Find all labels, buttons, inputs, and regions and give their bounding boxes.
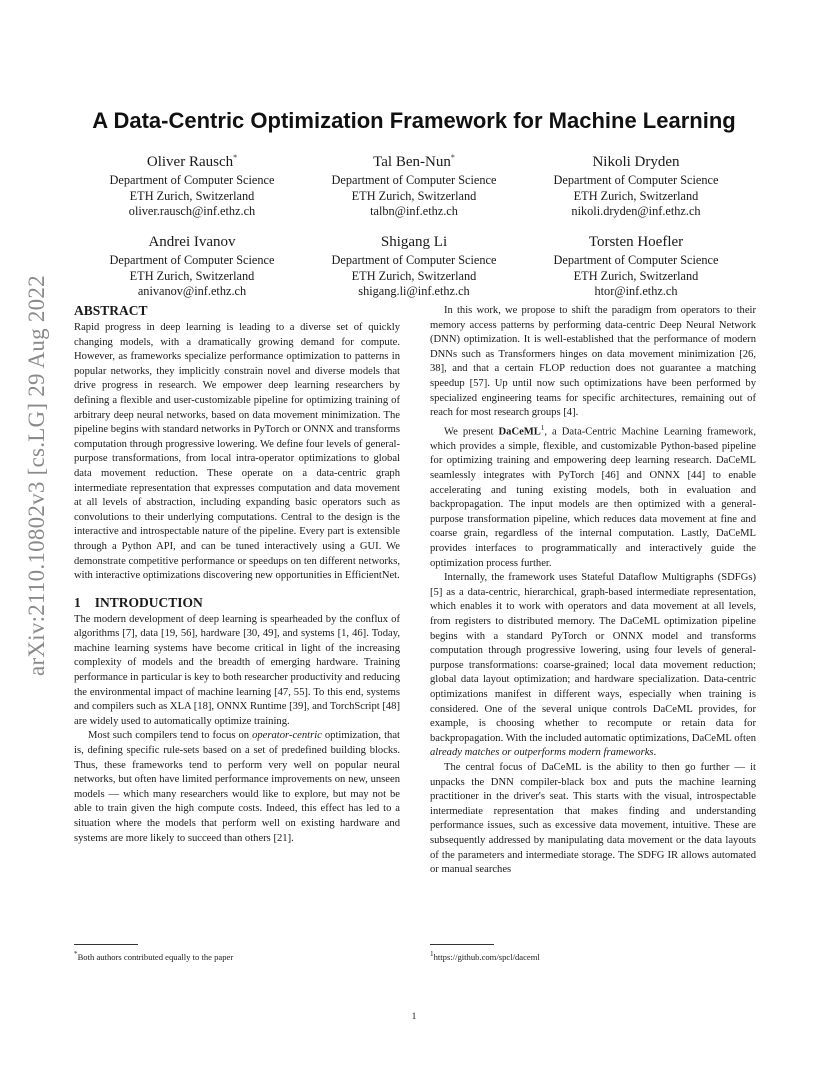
abstract-text: Rapid progress in deep learning is leading to a diverse set of quickly changing models, with a dramatically growing demand for compute. However, as frameworks specialize performance optimization to patterns in popular networks, they implicitly constrain novel and diverse models that drive progress in research. We empower deep learning researchers by defining a flexible and user-customizable pipeline for optimizing training of arbitrary deep neural networks, based on data movement minimization. The pipeline begins with standard networks in PyTorch or ONNX and transforms computation through progressive lowering. We define four levels of general-purpose transformations, from local intra-operator optimizations to global data movement reduction. These operate on a data-centric graph intermediate representation that expresses computation and data movement at all levels of abstraction, including expanding basic operators such as convolutions to their underlying computations. Central to the design is the interactive and introspectable nature of the pipeline. Every part is extensible through a Python API, and can be tuned interactively using a GUI. We demonstrate competitive performance or speedups on ten different networks, with interactive optimizations discovering new opportunities in EfficientNet. <box>74 322 400 582</box>
author-dept: Department of Computer Science <box>331 253 497 267</box>
author-dept: Department of Computer Science <box>109 173 275 187</box>
footnote: *Both authors contributed equally to the paper <box>74 950 234 962</box>
arxiv-stamp <box>22 275 52 676</box>
author-dept: Department of Computer Science <box>553 173 719 187</box>
author-name: Nikoli Dryden <box>592 154 680 170</box>
author-block <box>77 228 307 300</box>
left-column <box>74 302 400 846</box>
footnote-rule <box>430 944 494 945</box>
author-email: oliver.rausch@inf.ethz.ch <box>128 204 256 218</box>
author-email: htor@inf.ethz.ch <box>594 284 678 298</box>
author-email: anivanov@inf.ethz.ch <box>137 284 247 298</box>
author-inst: ETH Zurich, Switzerland <box>351 268 477 283</box>
intro-paragraph: The modern development of deep learning is spearheaded by the conflux of algorithms [7], data [19, 56], hardware [30, 49], and systems [1, 46]. Today, machine learning systems have become critical in light of the increasing complexity of models and the breadth of emerging hardware. Training performance in particular is key to both researcher productivity and reducing the environmental impact of machine learning [47, 55]. To this end, systems and compilers such as XLA [18], ONNX Runtime [39], and TorchScript [48] are widely used to automatically optimize training. <box>74 613 400 727</box>
author-inst: ETH Zurich, Switzerland <box>573 268 699 283</box>
body-paragraph: The central focus of DaCeML is the ability to then go further — it unpacks the DNN compiler-black box and puts the machine learning practitioner in the driver's seat. This starts with the visual, introspectable intermediate representation that makes finding and understanding performance issues, such as excessive data movement, intuitive. These are subsequently addressed by manipulating data movement or the data layouts of the parameters and intermediate storage. The SDFG IR allows automated or manual searches <box>430 761 756 876</box>
body-paragraph: In this work, we propose to shift the paradigm from operators to their memory access patterns by performing data-centric Deep Neural Network (DNN) optimization. It is well-established that the performance of modern DNNs such as Transformers hinges on data movement minimization [26, 38], and that a certain FLOP reduction does not guarantee a matching speedup [57]. Up until now such optimizations have been performed by specialized engineering teams for specific architectures, remaining out of reach for most research groups [4]. <box>430 305 756 419</box>
author-block <box>299 228 529 300</box>
author-inst: ETH Zurich, Switzerland <box>351 188 477 203</box>
author-email: talbn@inf.ethz.ch <box>370 204 458 218</box>
author-name: Shigang Li <box>380 234 448 250</box>
author-email: shigang.li@inf.ethz.ch <box>358 284 470 298</box>
arxiv-stamp-text: arXiv:2110.10802v3 [cs.LG] 29 Aug 2022 <box>24 275 49 676</box>
paper-title: A Data-Centric Optimization Framework for Machine Learning <box>92 108 736 133</box>
author-name: Torsten Hoefler <box>588 234 684 250</box>
author-inst: ETH Zurich, Switzerland <box>573 188 699 203</box>
author-block <box>521 228 751 300</box>
abstract-heading: ABSTRACT <box>74 303 148 318</box>
section-heading: 1 INTRODUCTION <box>74 594 203 610</box>
footnote-rule <box>74 944 138 945</box>
footnote: $^1$https://github.com/spcl/daceml <box>430 950 540 962</box>
intro-paragraph: Most such compilers tend to focus on operator-centric optimization, that is, defining specific rule-sets based on a set of predefined building blocks. Thus, these frameworks tend to perform very well on popular neural networks, but often have limited performance improvements on new, unseen models — which many researchers would like to explore, but may not be able to train given the high compute costs. Indeed, this effect has led to a situation where the models that perform well on existing hardware and systems are more likely to succeed than others [21]. <box>74 730 400 844</box>
author-name: Tal Ben-Nun* <box>373 153 455 170</box>
author-name: Oliver Rausch* <box>146 153 238 170</box>
author-block <box>77 148 307 220</box>
author-dept: Department of Computer Science <box>553 253 719 267</box>
author-inst: ETH Zurich, Switzerland <box>129 268 255 283</box>
author-inst: ETH Zurich, Switzerland <box>129 188 255 203</box>
author-dept: Department of Computer Science <box>331 173 497 187</box>
page-number: 1 <box>411 1012 417 1022</box>
body-paragraph: We present DaCeML$^1$, a Data-Centric Machine Learning framework, which provides a simple, flexible, and customizable Python-based pipeline for optimizing training and empowering deep learning research. DaCeML seamlessly integrates with PyTorch [46] and ONNX [44] to enable accelerating and tuning existing models, both in evaluation and backpropagation. The input models are then optimized with a general-purpose transformation pipeline, which reduces data movement at fine and coarse grain, regardless of the internal computation. Lastly, DaCeML provides interfaces to programmatically and interactively guide the optimization process further. <box>430 423 756 569</box>
author-block <box>299 148 529 220</box>
body-paragraph: Internally, the framework uses Stateful Dataflow Multigraphs (SDFGs) [5] as a data-centric, hierarchical, graph-based intermediate representation, which enables it to work with operators and data movement at all levels, from registers to distributed memory. The DaCeML optimization pipeline begins with a standard PyTorch or ONNX model and transforms computation through progressive lowering, using four levels of general-purpose transformations: coarse-grained; local data movement reduction; global data layout optimization; and hardware specialization. Data-centric optimizations manifest in different ways, especially when training is considered. One of the several unique controls DaCeML provides, for example, is choosing whether to recompute or retain data for backpropagation. With the included automatic optimizations, DaCeML often already matches or outperforms modern frameworks. <box>430 572 756 759</box>
author-block <box>521 148 751 220</box>
author-dept: Department of Computer Science <box>109 253 275 267</box>
author-email: nikoli.dryden@inf.ethz.ch <box>571 204 701 218</box>
right-column <box>430 304 756 878</box>
author-name: Andrei Ivanov <box>148 234 236 250</box>
